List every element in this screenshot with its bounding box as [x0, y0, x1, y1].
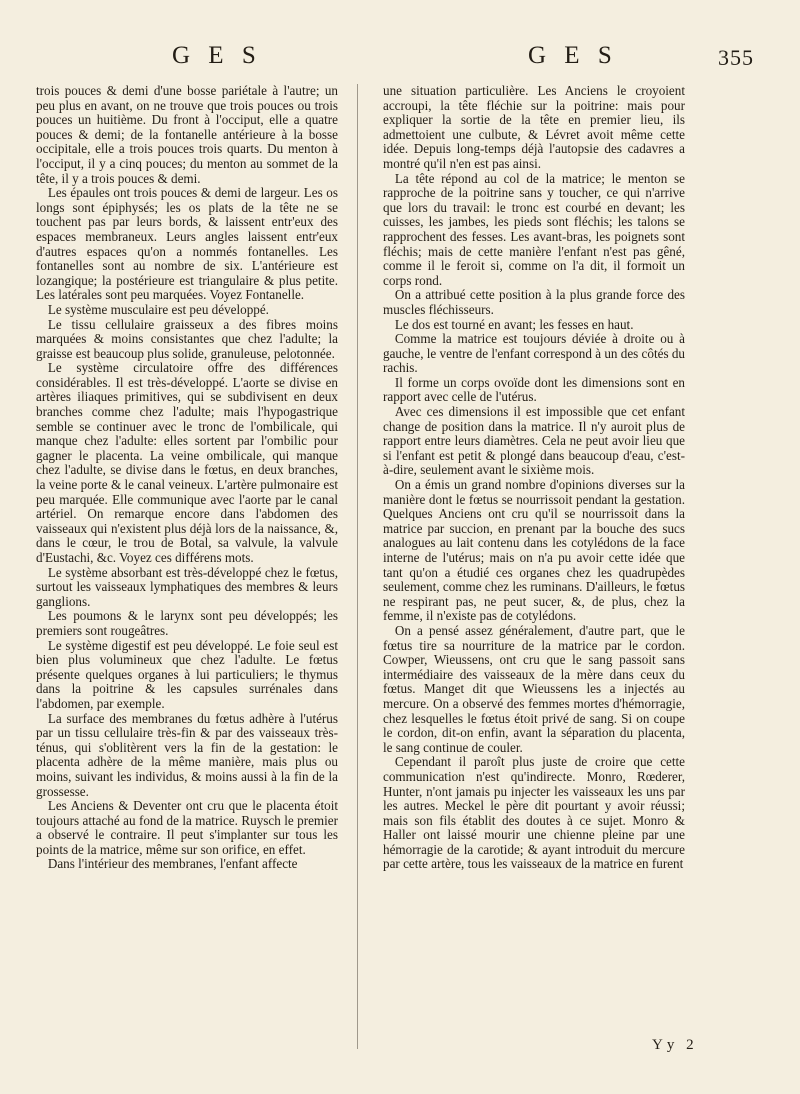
paragraph: Le système absorbant est très-développé chez le fœtus, surtout les vaisseaux lymphatiques des membres & leurs ganglions.: [36, 564, 338, 609]
header-title-right: G E S: [528, 42, 618, 69]
paragraph: Le système circulatoire offre des différences considérables. Il est très-développé. L'aorte se divise en artères iliaques primitives, qui se subdivisent en deux branches comme chez l'adulte; mais l'hypogastrique semble se continuer avec le tronc de l'ombilicale, qui manque chez l'adulte: elles sortent par l'ombilic pour gagner le placenta. La veine ombilicale, qui manque chez l'adulte, se divise dans le fœtus, en deux branches, la veine porte & le canal veineux. L'artère pulmonaire est peu marquée. Elle communique avec l'aorte par le canal artériel. On remarque encore dans l'abdomen des vaisseaux qui n'existent plus déjà lors de la naissance, &, dans le cœur, le trou de Botal, sa valvule, la valvule d'Eustachi, &c. Voyez ces différens mots.: [36, 360, 338, 565]
paragraph: La surface des membranes du fœtus adhère à l'utérus par un tissu cellulaire très-fin & par des vaisseaux très-ténus, qui s'oblitèrent vers la fin de la gestation: le placenta adhère de la même manière, mais plus ou moins, suivant les individus, & moins aussi à la fin de la grossesse.: [36, 710, 338, 799]
paragraph: trois pouces & demi d'une bosse pariétale à l'autre; un peu plus en avant, on ne trouve que trois pouces ou trois pouces un huitième. Du front à l'occiput, elle a quatre pouces & demi; de la fontanelle antérieure à la bosse occipitale, elle a trois pouces trois quarts. Du menton à l'occiput, il y a cinq pouces; du menton au sommet de la tête, il y a trois pouces & demi.: [36, 83, 338, 186]
paragraph: Il forme un corps ovoïde dont les dimensions sont en rapport avec celle de l'utérus.: [383, 374, 685, 405]
paragraph: Le système musculaire est peu développé.: [47, 301, 269, 317]
paragraph: Comme la matrice est toujours déviée à droite ou à gauche, le ventre de l'enfant correspond à un des côtés du rachis.: [383, 331, 685, 376]
paragraph: Les Anciens & Deventer ont cru que le placenta étoit toujours attaché au fond de la matrice. Ruysch le premier a observé le contraire. Il peut s'implanter sur tous les points de la matrice, même sur son orifice, en effet.: [36, 798, 338, 857]
paragraph: On a attribué cette position à la plus grande force des muscles fléchisseurs.: [383, 287, 685, 317]
paragraph: Cependant il paroît plus juste de croire que cette communication n'est qu'indirecte. Monro, Rœderer, Hunter, n'ont jamais pu injecter les vaisseaux les uns par les autres. Meckel le père dit pourtant y avoir réussi; mais son fils établit des doutes à ce sujet. Monro & Haller ont laissé mourir une chienne pleine par une hémorragie de la carotide; & ayant introduit du mercure par cette artère, tous les vaisseaux de la matrice en furent: [383, 754, 685, 872]
paragraph: Dans l'intérieur des membranes, l'enfant affecte: [47, 856, 298, 872]
paragraph: On a pensé assez généralement, d'autre part, que le fœtus tire sa nourriture de la matrice par le cordon. Cowper, Wieussens, ont cru que le sang passoit sans intermédiaire des vaisseaux de la mère dans ceux du fœtus. Manget dit que Wieussens les a injectés au mercure. On a observé des femmes mortes d'hémorragie, chez lesquelles le fœtus étoit privé de sang. Si on coupe le cordon, dit-on enfin, avant la séparation du placenta, le sang continue de couler.: [383, 622, 685, 755]
paragraph: Avec ces dimensions il est impossible que cet enfant change de position dans la matrice. Il n'y auroit plus de rapport entre leurs diamètres. Cela ne peut avoir lieu que si l'enfant est petit & plongé dans beaucoup d'eau, c'est-à-dire, seulement avant le sixième mois.: [383, 404, 685, 478]
paragraph: Les poumons & le larynx sont peu développés; les premiers sont rougeâtres.: [36, 608, 338, 638]
header-title-left: G E S: [172, 42, 262, 69]
column-divider: [357, 84, 358, 1049]
paragraph: Le système digestif est peu développé. Le foie seul est bien plus volumineux que chez l'adulte. Le fœtus présente quelques organes à lui particuliers; le thymus dans la poitrine & les capsules surrénales dans l'abdomen, par exemple.: [36, 637, 338, 711]
paragraph: La tête répond au col de la matrice; le menton se rapproche de la poitrine sans y toucher, ce qui n'arrive que lors du travail: le tronc est courbé en devant; les cuisses, les jambes, les pieds sont fléchis; les talons se rapprochent des fesses. Les avant-bras, les poignets sont fléchis; mais de cette manière l'enfant n'est pas gêné, comme il le feroit si, comme on l'a dit, il formoit un corps rond.: [383, 170, 685, 288]
paragraph: Les épaules ont trois pouces & demi de largeur. Les os longs sont épiphysés; les os plats de la tête ne se touchent pas par leurs bords, & laissent entr'eux des espaces membraneux. Leurs angles laissent entr'eux d'autres espaces qu'on a nommés fontanelles. Les fontanelles sont au nombre de six. L'antérieure est lozangique; la postérieure est triangulaire & plus petite. Les latérales sont peu marquées. Voyez Fontanelle.: [36, 185, 338, 303]
left-column: [36, 84, 338, 872]
running-header: [60, 42, 760, 78]
right-column: [383, 84, 685, 872]
paragraph: une situation particulière. Les Anciens le croyoient accroupi, la tête fléchie sur la poitrine: mais pour expliquer la sortie de la tête en premier lieu, ils admettoient une culbute, & Lévret avoit même cette idée. Depuis long-temps déjà l'autopsie des cadavres a montré qu'il n'en est pas ainsi.: [383, 83, 685, 171]
paragraph: Le tissu cellulaire graisseux a des fibres moins marquées & moins consistantes que chez l'adulte; la graisse est beaucoup plus solide, granuleuse, pelotonnée.: [36, 316, 338, 361]
paragraph: On a émis un grand nombre d'opinions diverses sur la manière dont le fœtus se nourrissoit pendant la gestation. Quelques Anciens ont cru qu'il se nourrissoit dans la matrice par succion, en prenant par la bouche des sucs analogues au lait contenu dans les cotylédons de la face interne de l'utérus; mais on n'a pu avoir cette idée que tant qu'on a étudié ces organes chez les quadrupèdes seulement, comme chez les ruminans. D'ailleurs, le fœtus ne respirant pas, ne peut sucer, &, de plus, chez la femme, il n'existe pas de cotylédons.: [383, 477, 685, 624]
signature-mark: Yy 2: [652, 1037, 698, 1053]
paragraph: Le dos est tourné en avant; les fesses en haut.: [394, 316, 634, 332]
page-number: 355: [718, 45, 754, 70]
